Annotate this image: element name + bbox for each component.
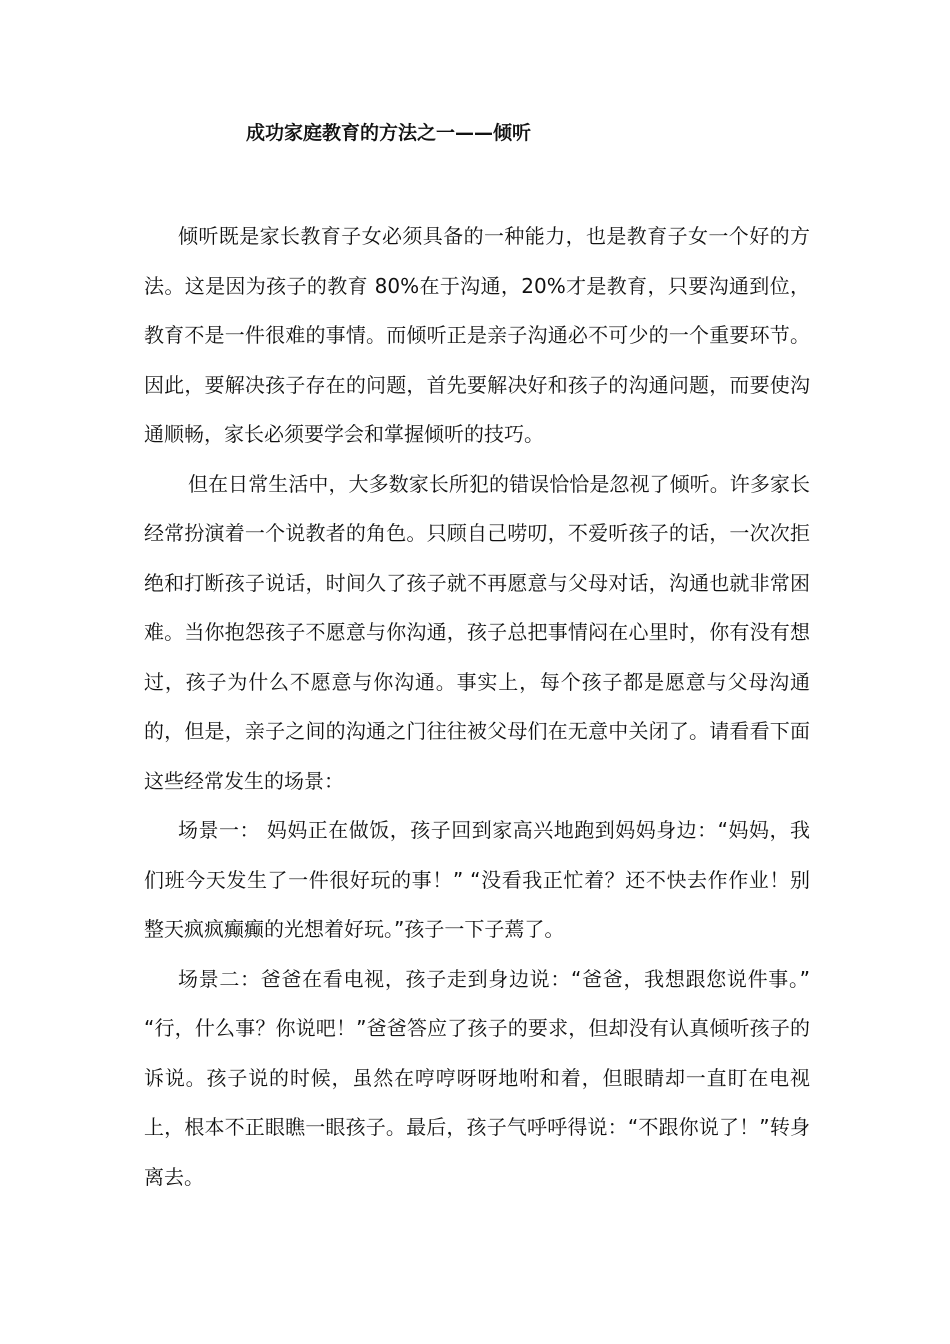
paragraph-scene-two: 场景二：爸爸在看电视，孩子走到身边说：“爸爸，我想跟您说件事。” “行，什么事？你说吧！”爸爸答应了孩子的要求，但却没有认真倾听孩子的诉说。孩子说的时候，虽然在哼哼呀呀地咐和着，但眼睛却一直盯在电视上，根本不正眼瞧一眼孩子。最后，孩子气呼呼得说：“不跟你说了！”转身离去。 <box>144 966 810 1189</box>
paragraph-scene-one: 场景一： 妈妈正在做饭，孩子回到家高兴地跑到妈妈身边：“妈妈，我们班今天发生了一件很好玩的事！” “没看我正忙着？还不快去作作业！别整天疯疯癫癫的光想着好玩。”孩子一下子蔫了。 <box>144 818 810 941</box>
document-title: 成功家庭教育的方法之一——倾听 <box>246 122 532 144</box>
paragraph-intro: 倾听既是家长教育子女必须具备的一种能力，也是教育子女一个好的方法。这是因为孩子的教育 80%在于沟通，20%才是教育，只要沟通到位，教育不是一件很难的事情。而倾听正是亲子沟通必不可少的一个重要环节。因此，要解决孩子存在的问题，首先要解决好和孩子的沟通问题，而要使沟通顺畅，家长必须要学会和掌握倾听的技巧。 <box>144 224 810 446</box>
paragraph-common-mistake: 但在日常生活中，大多数家长所犯的错误恰恰是忽视了倾听。许多家长经常扮演着一个说教者的角色。只顾自己唠叨，不爱听孩子的话，一次次拒绝和打断孩子说话，时间久了孩子就不再愿意与父母对话，沟通也就非常困难。当你抱怨孩子不愿意与你沟通，孩子总把事情闷在心里时，你有没有想过，孩子为什么不愿意与你沟通。事实上，每个孩子都是愿意与父母沟通的，但是，亲子之间的沟通之门往往被父母们在无意中关闭了。请看看下面这些经常发生的场景： <box>144 471 810 793</box>
document-body <box>144 212 810 1202</box>
